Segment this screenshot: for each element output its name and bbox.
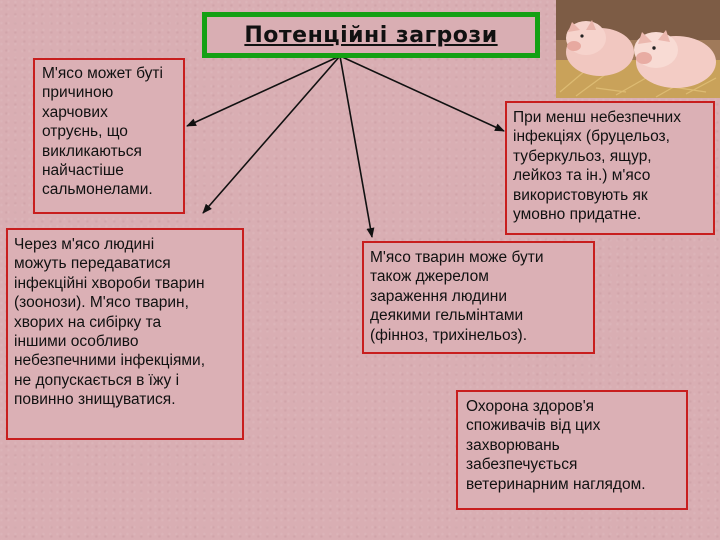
pigs-photo	[556, 0, 720, 98]
zoonoses-box: Через м'ясо людині можуть передаватися інфекційні хвороби тварин (зоонози). М'ясо тварин, хворих на сибірку та іншими особливо небезпечними інфекціями, не допускається в їжу і повинно знищуватися.	[6, 228, 244, 440]
less-dangerous-infections-box: При менш небезпечних інфекціях (бруцельоз, туберкульоз, ящур, лейкоз та ін.) м'ясо використовують як умовно придатне.	[505, 101, 715, 235]
title-box	[202, 12, 540, 58]
veterinary-protection-box: Охорона здоров'я споживачів від цих захворювань забезпечується ветеринарним наглядом.	[456, 390, 688, 510]
food-poisoning-box: М'ясо может буті причиною харчових отруєнь, що викликаються найчастіше сальмонелами.	[33, 58, 185, 214]
helminths-box: М'ясо тварин може бути також джерелом зараження людини деякими гельмінтами (фінноз, трихінельоз).	[362, 241, 595, 354]
arrow-to-zoonoses	[203, 56, 340, 213]
page-title: Потенційні загрози	[244, 22, 498, 48]
arrow-to-less-dangerous	[340, 56, 504, 131]
arrow-to-helminths	[340, 56, 372, 237]
arrow-to-food-poisoning	[187, 56, 340, 126]
